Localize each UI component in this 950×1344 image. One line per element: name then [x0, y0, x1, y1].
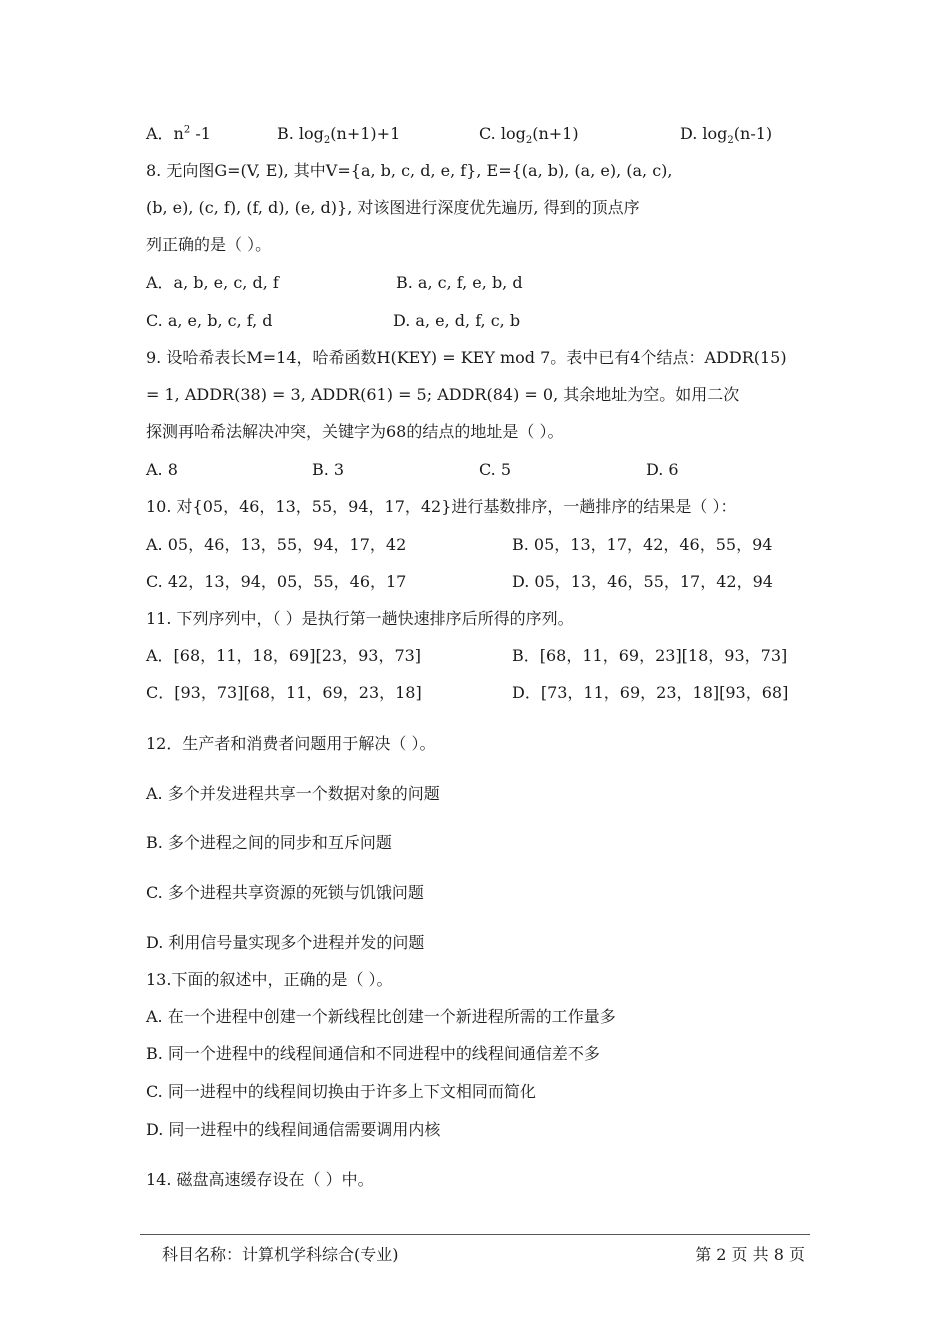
q10-option-d: D. 05，13，46，55，17，42，94 [512, 572, 773, 591]
q13-option-b: B. 同一个进程中的线程间通信和不同进程中的线程间通信差不多 [146, 1044, 600, 1063]
q13-option-c: C. 同一进程中的线程间切换由于许多上下文相同而简化 [146, 1082, 536, 1101]
q7-option-d [680, 123, 772, 145]
q7-option-b-text: B. log [277, 124, 324, 143]
q7-option-c-text: C. log [479, 124, 526, 143]
q10-option-c: C. 42，13，94，05，55，46，17 [146, 572, 407, 591]
q10-option-b: B. 05，13，17，42，46，55，94 [512, 535, 773, 554]
q10-option-a: A. 05，46，13，55，94，17，42 [146, 535, 407, 554]
footer-page-number: 第 2 页 共 8 页 [695, 1245, 805, 1264]
q7-option-d-tail: (n-1) [733, 124, 773, 143]
q13-stem: 13.下面的叙述中，正确的是（ ）。 [146, 970, 393, 989]
q12-option-a: A. 多个并发进程共享一个数据对象的问题 [146, 784, 440, 803]
q14-stem: 14. 磁盘高速缓存设在（ ）中。 [146, 1170, 374, 1189]
q11-option-c: C．[93，73][68，11，69，23，18] [146, 683, 422, 702]
q11-option-d: D．[73，11，69，23，18][93，68] [512, 683, 789, 702]
q9-option-a: A. 8 [146, 460, 178, 479]
q9-stem-line2: = 1, ADDR(38) = 3, ADDR(61) = 5; ADDR(84) = 0, 其余地址为空。如用二次 [146, 385, 740, 404]
q11-option-b: B．[68，11，69，23][18，93，73] [512, 646, 788, 665]
q7-option-b-sub: 2 [323, 135, 331, 147]
q7-option-a [146, 123, 211, 145]
q8-option-c: C. a, e, b, c, f, d [146, 311, 273, 330]
q12-option-c: C. 多个进程共享资源的死锁与饥饿问题 [146, 883, 424, 902]
q12-option-d: D. 利用信号量实现多个进程并发的问题 [146, 933, 425, 952]
q13-option-d: D. 同一进程中的线程间通信需要调用内核 [146, 1120, 441, 1139]
q9-stem-line3: 探测再哈希法解决冲突，关键字为68的结点的地址是（ ）。 [146, 422, 564, 441]
q9-option-d: D. 6 [646, 460, 679, 479]
q7-option-a-tail: -1 [190, 124, 211, 143]
q12-stem: 12．生产者和消费者问题用于解决（ ）。 [146, 734, 436, 753]
q7-option-d-sub: 2 [727, 135, 734, 147]
q9-option-b: B. 3 [312, 460, 345, 479]
q7-option-a-text: A．n [146, 124, 184, 143]
q10-stem: 10. 对{05，46，13，55，94，17，42}进行基数排序，一趟排序的结果是（ ）： [146, 497, 737, 516]
q8-stem-line3: 列正确的是（ ）。 [146, 235, 272, 254]
q13-option-a: A. 在一个进程中创建一个新线程比创建一个新进程所需的工作量多 [146, 1007, 616, 1026]
q8-option-b: B. a, c, f, e, b, d [396, 273, 523, 292]
q7-option-c-tail: (n+1) [532, 124, 579, 143]
q7-option-b [277, 123, 400, 145]
q12-option-b: B. 多个进程之间的同步和互斥问题 [146, 833, 392, 852]
q7-option-d-text: D. log [680, 124, 728, 143]
footer-divider [140, 1234, 810, 1235]
q9-option-c: C. 5 [479, 460, 512, 479]
footer-subject: 科目名称：计算机学科综合(专业) [162, 1245, 399, 1264]
q7-option-c-sub: 2 [525, 135, 533, 147]
q11-stem: 11. 下列序列中，（ ）是执行第一趟快速排序后所得的序列。 [146, 609, 574, 628]
q7-option-b-tail: (n+1)+1 [330, 124, 401, 143]
q9-stem-line1: 9. 设哈希表长M=14，哈希函数H(KEY) = KEY mod 7。表中已有4个结点：ADDR(15) [146, 348, 787, 367]
q7-option-a-sup: 2 [183, 124, 191, 136]
q8-stem-line2: (b, e), (c, f), (f, d), (e, d)}, 对该图进行深度优先遍历, 得到的顶点序 [146, 198, 640, 217]
q8-stem-line1: 8. 无向图G=(V, E), 其中V={a, b, c, d, e, f}, E={(a, b), (a, e), (a, c), [146, 161, 673, 180]
q8-option-d: D. a, e, d, f, c, b [393, 311, 521, 330]
q8-option-a: A．a, b, e, c, d, f [146, 273, 279, 292]
q7-option-c [479, 123, 579, 145]
q11-option-a: A．[68，11，18，69][23，93，73] [146, 646, 422, 665]
